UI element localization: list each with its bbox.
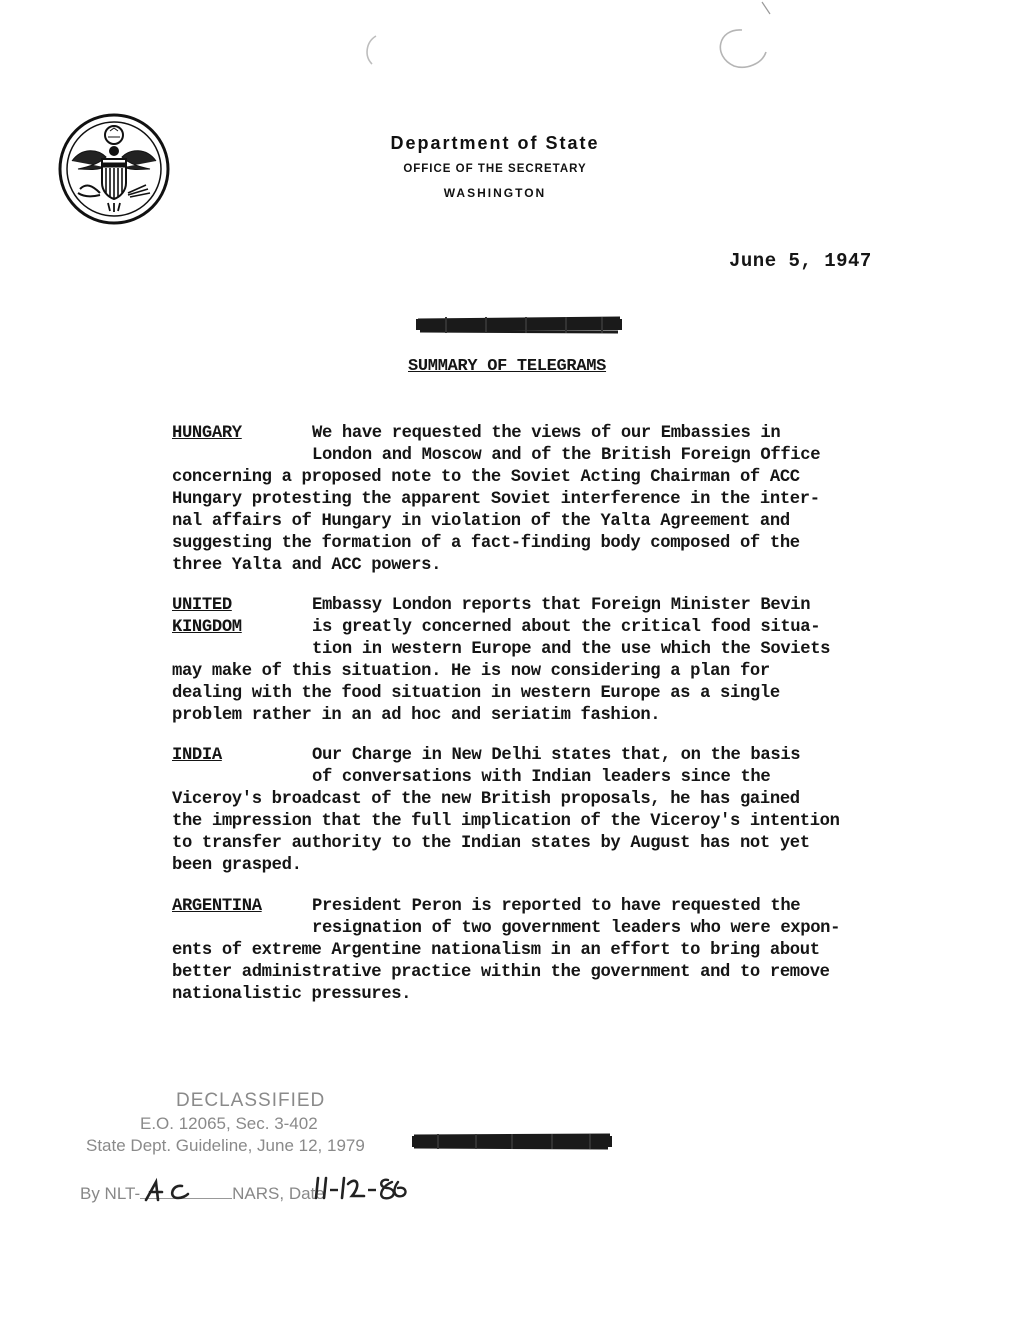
section-line: London and Moscow and of the British Foreign Office [312, 446, 821, 465]
section-line: is greatly concerned about the critical food situa- [312, 618, 821, 637]
document-title: SUMMARY OF TELEGRAMS [408, 357, 607, 376]
document-date: June 5, 1947 [729, 250, 872, 272]
redacted-classification-top [416, 316, 622, 334]
section-line: resignation of two government leaders who were expon- [312, 919, 841, 938]
office-name: OFFICE OF THE SECRETARY [403, 163, 587, 175]
letterhead [300, 131, 690, 205]
section-line: the impression that the full implication of the Viceroy's intention [172, 812, 840, 831]
section-line: We have requested the views of our Embassies in [312, 424, 781, 443]
scan-marks [0, 0, 1009, 120]
section-line: nal affairs of Hungary in violation of the Yalta Agreement and [172, 512, 790, 531]
section-line: three Yalta and ACC powers. [172, 556, 442, 575]
section-line: problem rather in an ad hoc and seriatim fashion. [172, 706, 661, 725]
section-line: of conversations with Indian leaders since the [312, 768, 771, 787]
section-line: ents of extreme Argentine nationalism in an effort to bring about [172, 941, 820, 960]
stamp-by-label: By NLT- [80, 1184, 141, 1203]
section-line: Hungary protesting the apparent Soviet interference in the inter- [172, 490, 820, 509]
section-line: Embassy London reports that Foreign Minister Bevin [312, 596, 811, 615]
section-line: dealing with the food situation in western Europe as a single [172, 684, 780, 703]
section-heading: HUNGARY [172, 424, 242, 443]
section-line: Our Charge in New Delhi states that, on the basis [312, 746, 801, 765]
city-name: WASHINGTON [443, 186, 547, 200]
section-line: better administrative practice within the government and to remove [172, 963, 830, 982]
stamp-authority: E.O. 12065, Sec. 3-402 [140, 1114, 318, 1133]
department-name: Department of State [390, 133, 600, 153]
handwritten-initials [142, 1176, 202, 1206]
section-line: may make of this situation. He is now considering a plan for [172, 662, 770, 681]
stamp-signoff [80, 1184, 325, 1204]
section-line: Viceroy's broadcast of the new British proposals, he has gained [172, 790, 800, 809]
section-heading: INDIA [172, 746, 222, 765]
section-line: to transfer authority to the Indian states by August has not yet [172, 834, 810, 853]
section-line: suggesting the formation of a fact-finding body composed of the [172, 534, 800, 553]
section-heading: UNITED KINGDOM [172, 596, 242, 637]
great-seal-icon [58, 113, 170, 225]
section-line: President Peron is reported to have requested the [312, 897, 801, 916]
handwritten-date [312, 1172, 412, 1204]
redacted-classification-bottom [412, 1133, 612, 1150]
stamp-nars-label: NARS, Date [232, 1184, 325, 1203]
section-heading: ARGENTINA [172, 897, 262, 916]
section-line: tion in western Europe and the use which the Soviets [312, 640, 831, 659]
section-line: nationalistic pressures. [172, 985, 412, 1004]
stamp-declassified: DECLASSIFIED [176, 1090, 326, 1111]
section-line: been grasped. [172, 856, 302, 875]
section-line: concerning a proposed note to the Soviet Acting Chairman of ACC [172, 468, 800, 487]
stamp-guideline: State Dept. Guideline, June 12, 1979 [86, 1136, 365, 1155]
declassification-stamp [80, 1090, 420, 1220]
